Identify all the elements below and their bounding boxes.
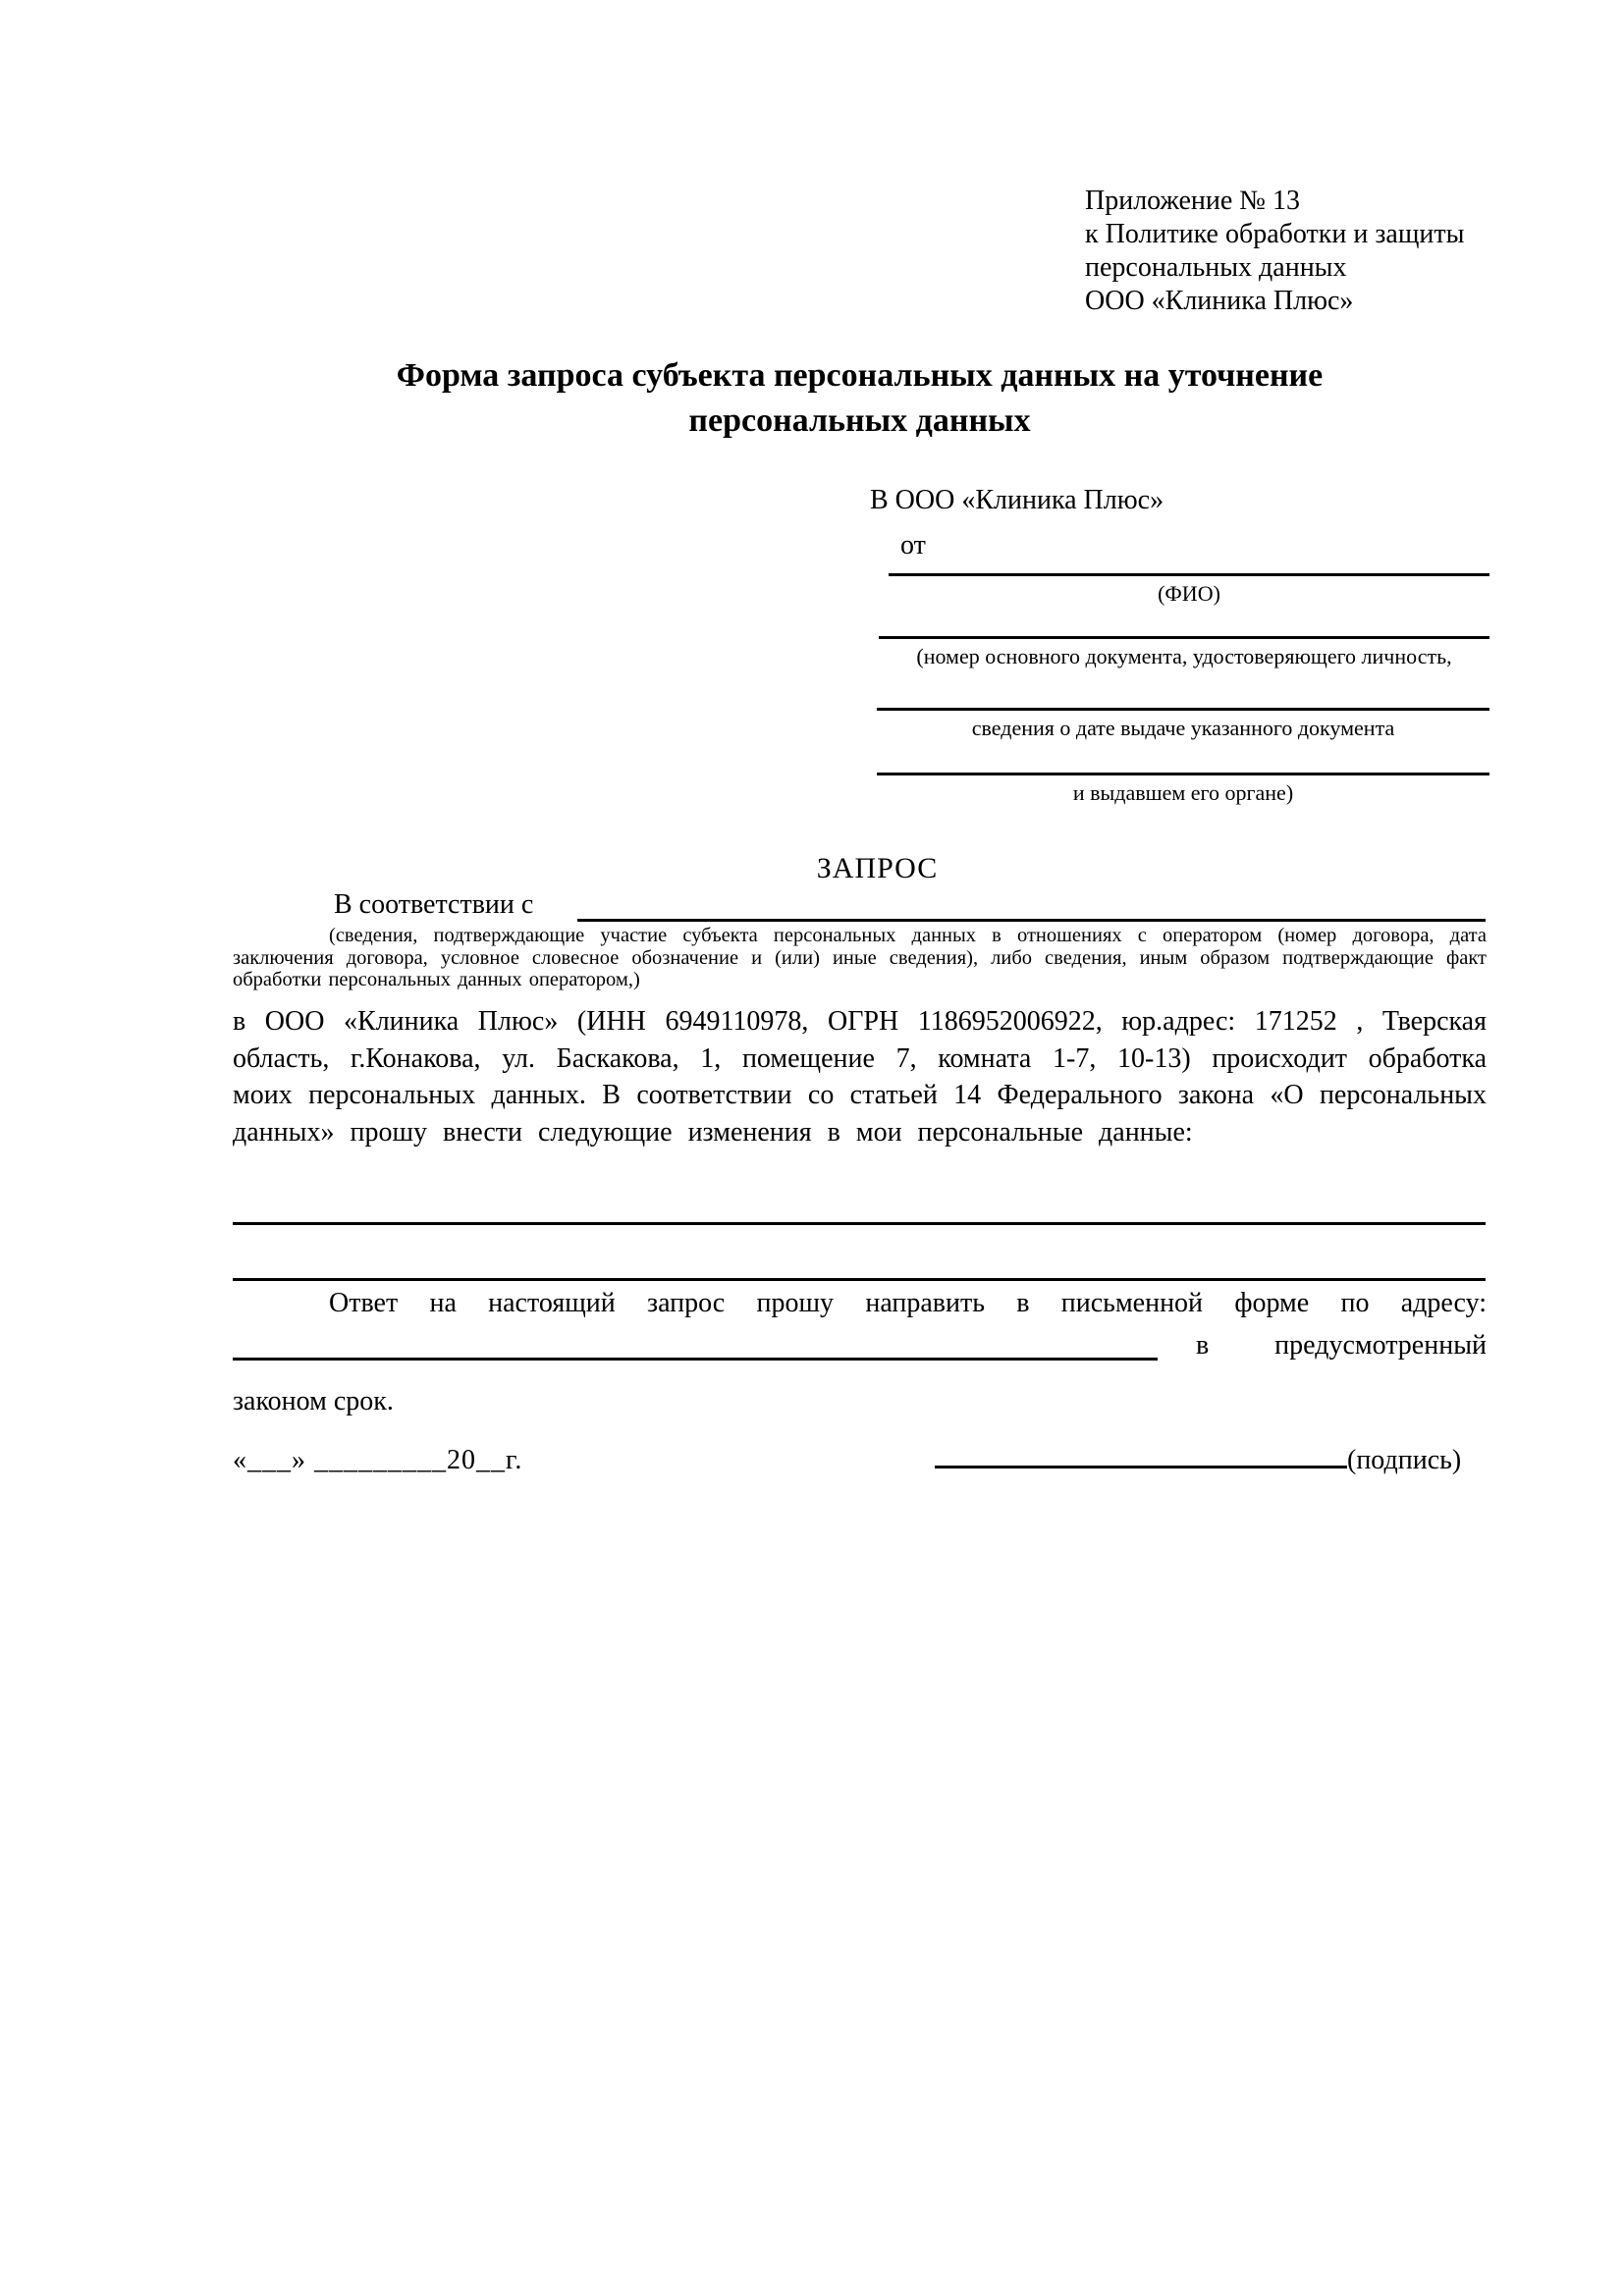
fio-blank-line [889,573,1489,576]
addressee-from-label: от [900,530,926,561]
appendix-line: к Политике обработки и защиты [1085,219,1465,249]
request-body-paragraph: в ООО «Клиника Плюс» (ИНН 6949110978, ОГРН 1186952006922, юр.адрес: 171252 , Тверская область, г.Конакова, ул. Баскакова, 1, помещение 7, комната 1-7, 10-13) происходит обработка моих персональных данных. В соответствии со статьей 14 Федерального закона «О персональных данных» прошу внести следующие изменения в мои персональные данные: [233,1006,1487,1148]
appendix-line: ООО «Клиника Плюс» [1085,286,1354,316]
issuing-authority-caption: и выдавшем его органе) [1072,780,1294,805]
issuing-authority-blank-line [877,773,1489,775]
appendix-line: персональных данных [1085,252,1347,283]
form-title [233,353,1487,444]
reply-paragraph: Ответ на настоящий запрос прошу направить в письменной форме по адресу: [329,1288,1487,1318]
addressee-to: В ООО «Клиника Плюс» [870,485,1164,515]
signature-blank-line [935,1464,1347,1468]
reply-tail-text: в предусмотренный [1196,1330,1487,1361]
signature-row [935,1445,1461,1476]
intro-blank-line [577,919,1486,922]
document-number-blank-line [879,636,1489,639]
document-number-caption: (номер основного документа, удостоверяющего личность, [916,644,1452,668]
appendix-header [1085,185,1497,318]
request-heading: ЗАПРОС [816,852,939,884]
changes-blank-line-2 [233,1278,1486,1281]
intro-text: В соответствии с [334,889,534,920]
signature-caption: (подпись) [1347,1445,1462,1475]
date-blank-text: «___» _________20__г. [233,1445,523,1475]
address-blank-line [233,1358,1158,1361]
footnote-text: (сведения, подтверждающие участие субъекта персональных данных в отношениях с оператором (номер договора, дата заключения договора, условное словесное обозначение и (или) иные сведения), либо сведения, иным образом подтверждающие факт обработки персональных данных оператором,) [233,925,1487,990]
issue-date-blank-line [877,708,1489,711]
form-title-line-2: персональных данных [688,402,1031,439]
appendix-line: Приложение № 13 [1085,186,1300,216]
changes-blank-line-1 [233,1222,1486,1225]
form-title-line-1: Форма запроса субъекта персональных данных на уточнение [396,357,1324,394]
issue-date-caption: сведения о дате выдаче указанного документа [971,716,1395,740]
fio-caption: (ФИО) [1158,581,1220,606]
reply-closing-text: законом срок. [233,1386,394,1416]
